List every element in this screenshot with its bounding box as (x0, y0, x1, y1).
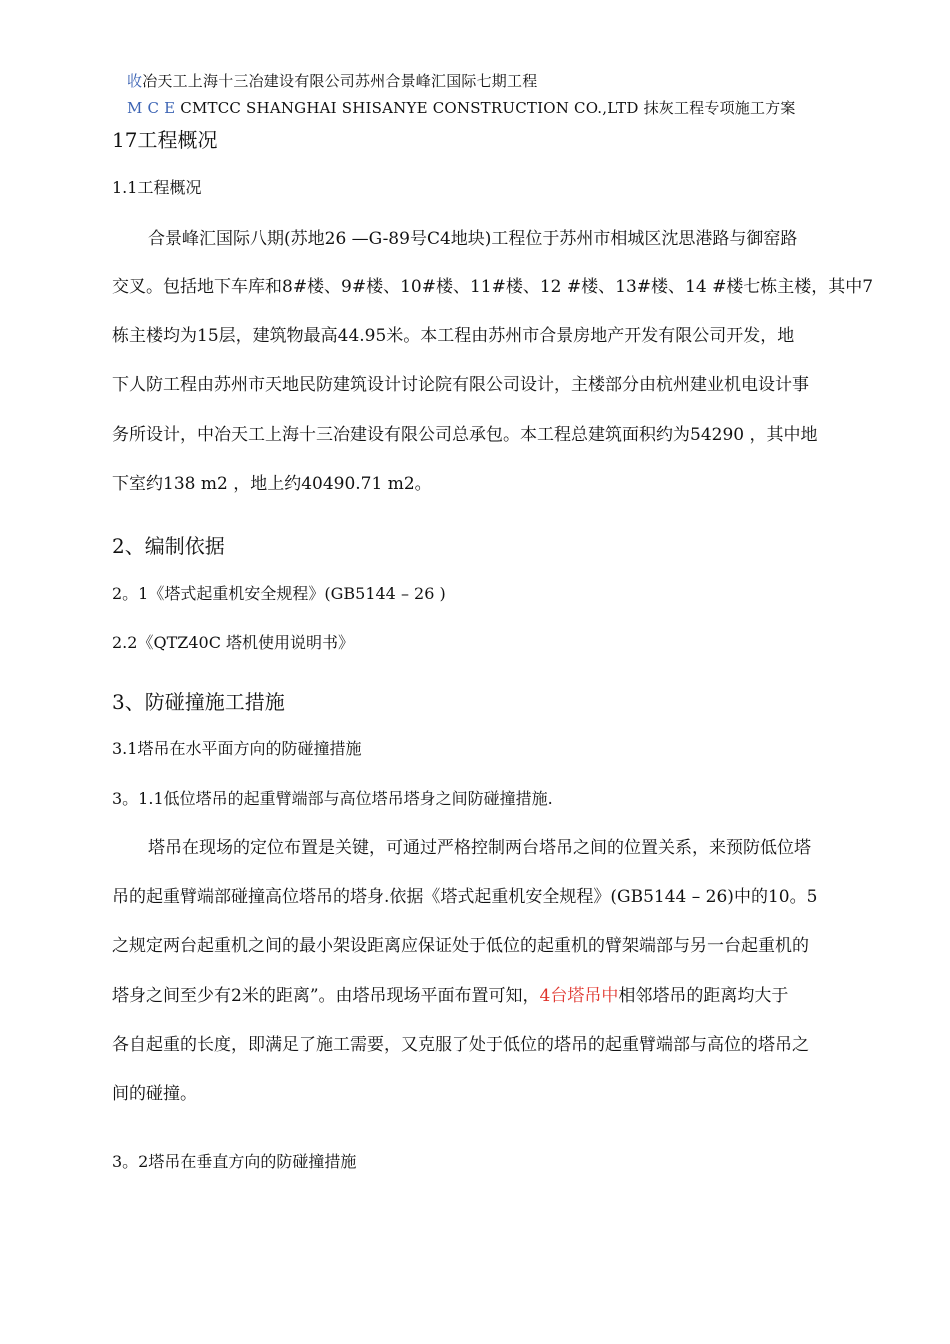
section-3-1-1-title: 3。1.1低位塔吊的起重臂端部与高位塔吊塔身之间防碰撞措施. (112, 789, 553, 808)
header-company-english: CMTCC SHANGHAI SHISANYE CONSTRUCTION CO.,LTD 抹灰工程专项施工方案 (175, 99, 796, 117)
section-1-para-line-4: 下人防工程由苏州市天地民防建筑设计讨论院有限公司设计，主楼部分由杭州建业机电设计事 (112, 375, 809, 395)
section-3-2-title: 3。2塔吊在垂直方向的防碰撞措施 (112, 1152, 357, 1171)
section-3-para-line-4-start: 塔身之间至少有2米的距离”。由塔吊现场平面布置可知， (112, 986, 540, 1006)
highlighted-crane-count: 4台塔吊中 (539, 986, 619, 1006)
section-1-para-line-1: 合景峰汇国际八期(苏地26 —G-89号C4地块)工程位于苏州市相城区沈思港路与御窑路 (148, 229, 798, 249)
header-company-project: 冶天工上海十三冶建设有限公司苏州合景峰汇国际七期工程 (142, 72, 538, 90)
section-2-title: 2、编制依据 (112, 534, 225, 558)
section-2-item-1: 2。1《塔式起重机安全规程》(GB5144 – 26 ) (112, 584, 446, 603)
section-3-para-line-1: 塔吊在现场的定位布置是关键，可通过严格控制两台塔吊之间的位置关系，来预防低位塔 (148, 838, 811, 858)
section-1-title: 17工程概况 (112, 128, 218, 152)
section-3-para-line-4 (112, 985, 788, 1007)
header-logo-char: 收 (127, 72, 143, 90)
section-3-1-title: 3.1塔吊在水平面方向的防碰撞措施 (112, 739, 362, 758)
section-3-para-line-2: 吊的起重臂端部碰撞高位塔吊的塔身.依据《塔式起重机安全规程》(GB5144 – 26)中的10。5 (112, 887, 818, 907)
section-3-para-line-5: 各自起重的长度，即满足了施工需要，又克服了处于低位的塔吊的起重臂端部与高位的塔吊之 (112, 1035, 809, 1055)
section-3-title: 3、防碰撞施工措施 (112, 690, 285, 714)
header-line-1 (127, 71, 537, 91)
section-1-para-line-6: 下室约138 m2 ，地上约40490.71 m2。 (112, 474, 432, 494)
section-1-para-line-2: 交叉。包括地下车库和8#楼、9#楼、10#楼、11#楼、12 #楼、13#楼、14 #楼七栋主楼，其中7 (112, 277, 874, 297)
section-3-para-line-3: 之规定两台起重机之间的最小架设距离应保证处于低位的起重机的臂架端部与另一台起重机的 (112, 936, 809, 956)
header-logo-mce: M C E (127, 99, 176, 117)
section-1-1-title: 1.1工程概况 (112, 178, 202, 197)
section-1-para-line-5: 务所设计，中冶天工上海十三冶建设有限公司总承包。本工程总建筑面积约为54290 ，其中地 (112, 425, 818, 445)
header-line-2 (127, 98, 796, 118)
section-3-para-line-6: 间的碰撞。 (112, 1084, 197, 1104)
section-3-para-line-4-end: 相邻塔吊的距离均大于 (618, 986, 789, 1006)
section-2-item-2: 2.2《QTZ40C 塔机使用说明书》 (112, 633, 355, 652)
section-1-para-line-3: 栋主楼均为15层，建筑物最高44.95米。本工程由苏州市合景房地产开发有限公司开发，地 (112, 326, 795, 346)
